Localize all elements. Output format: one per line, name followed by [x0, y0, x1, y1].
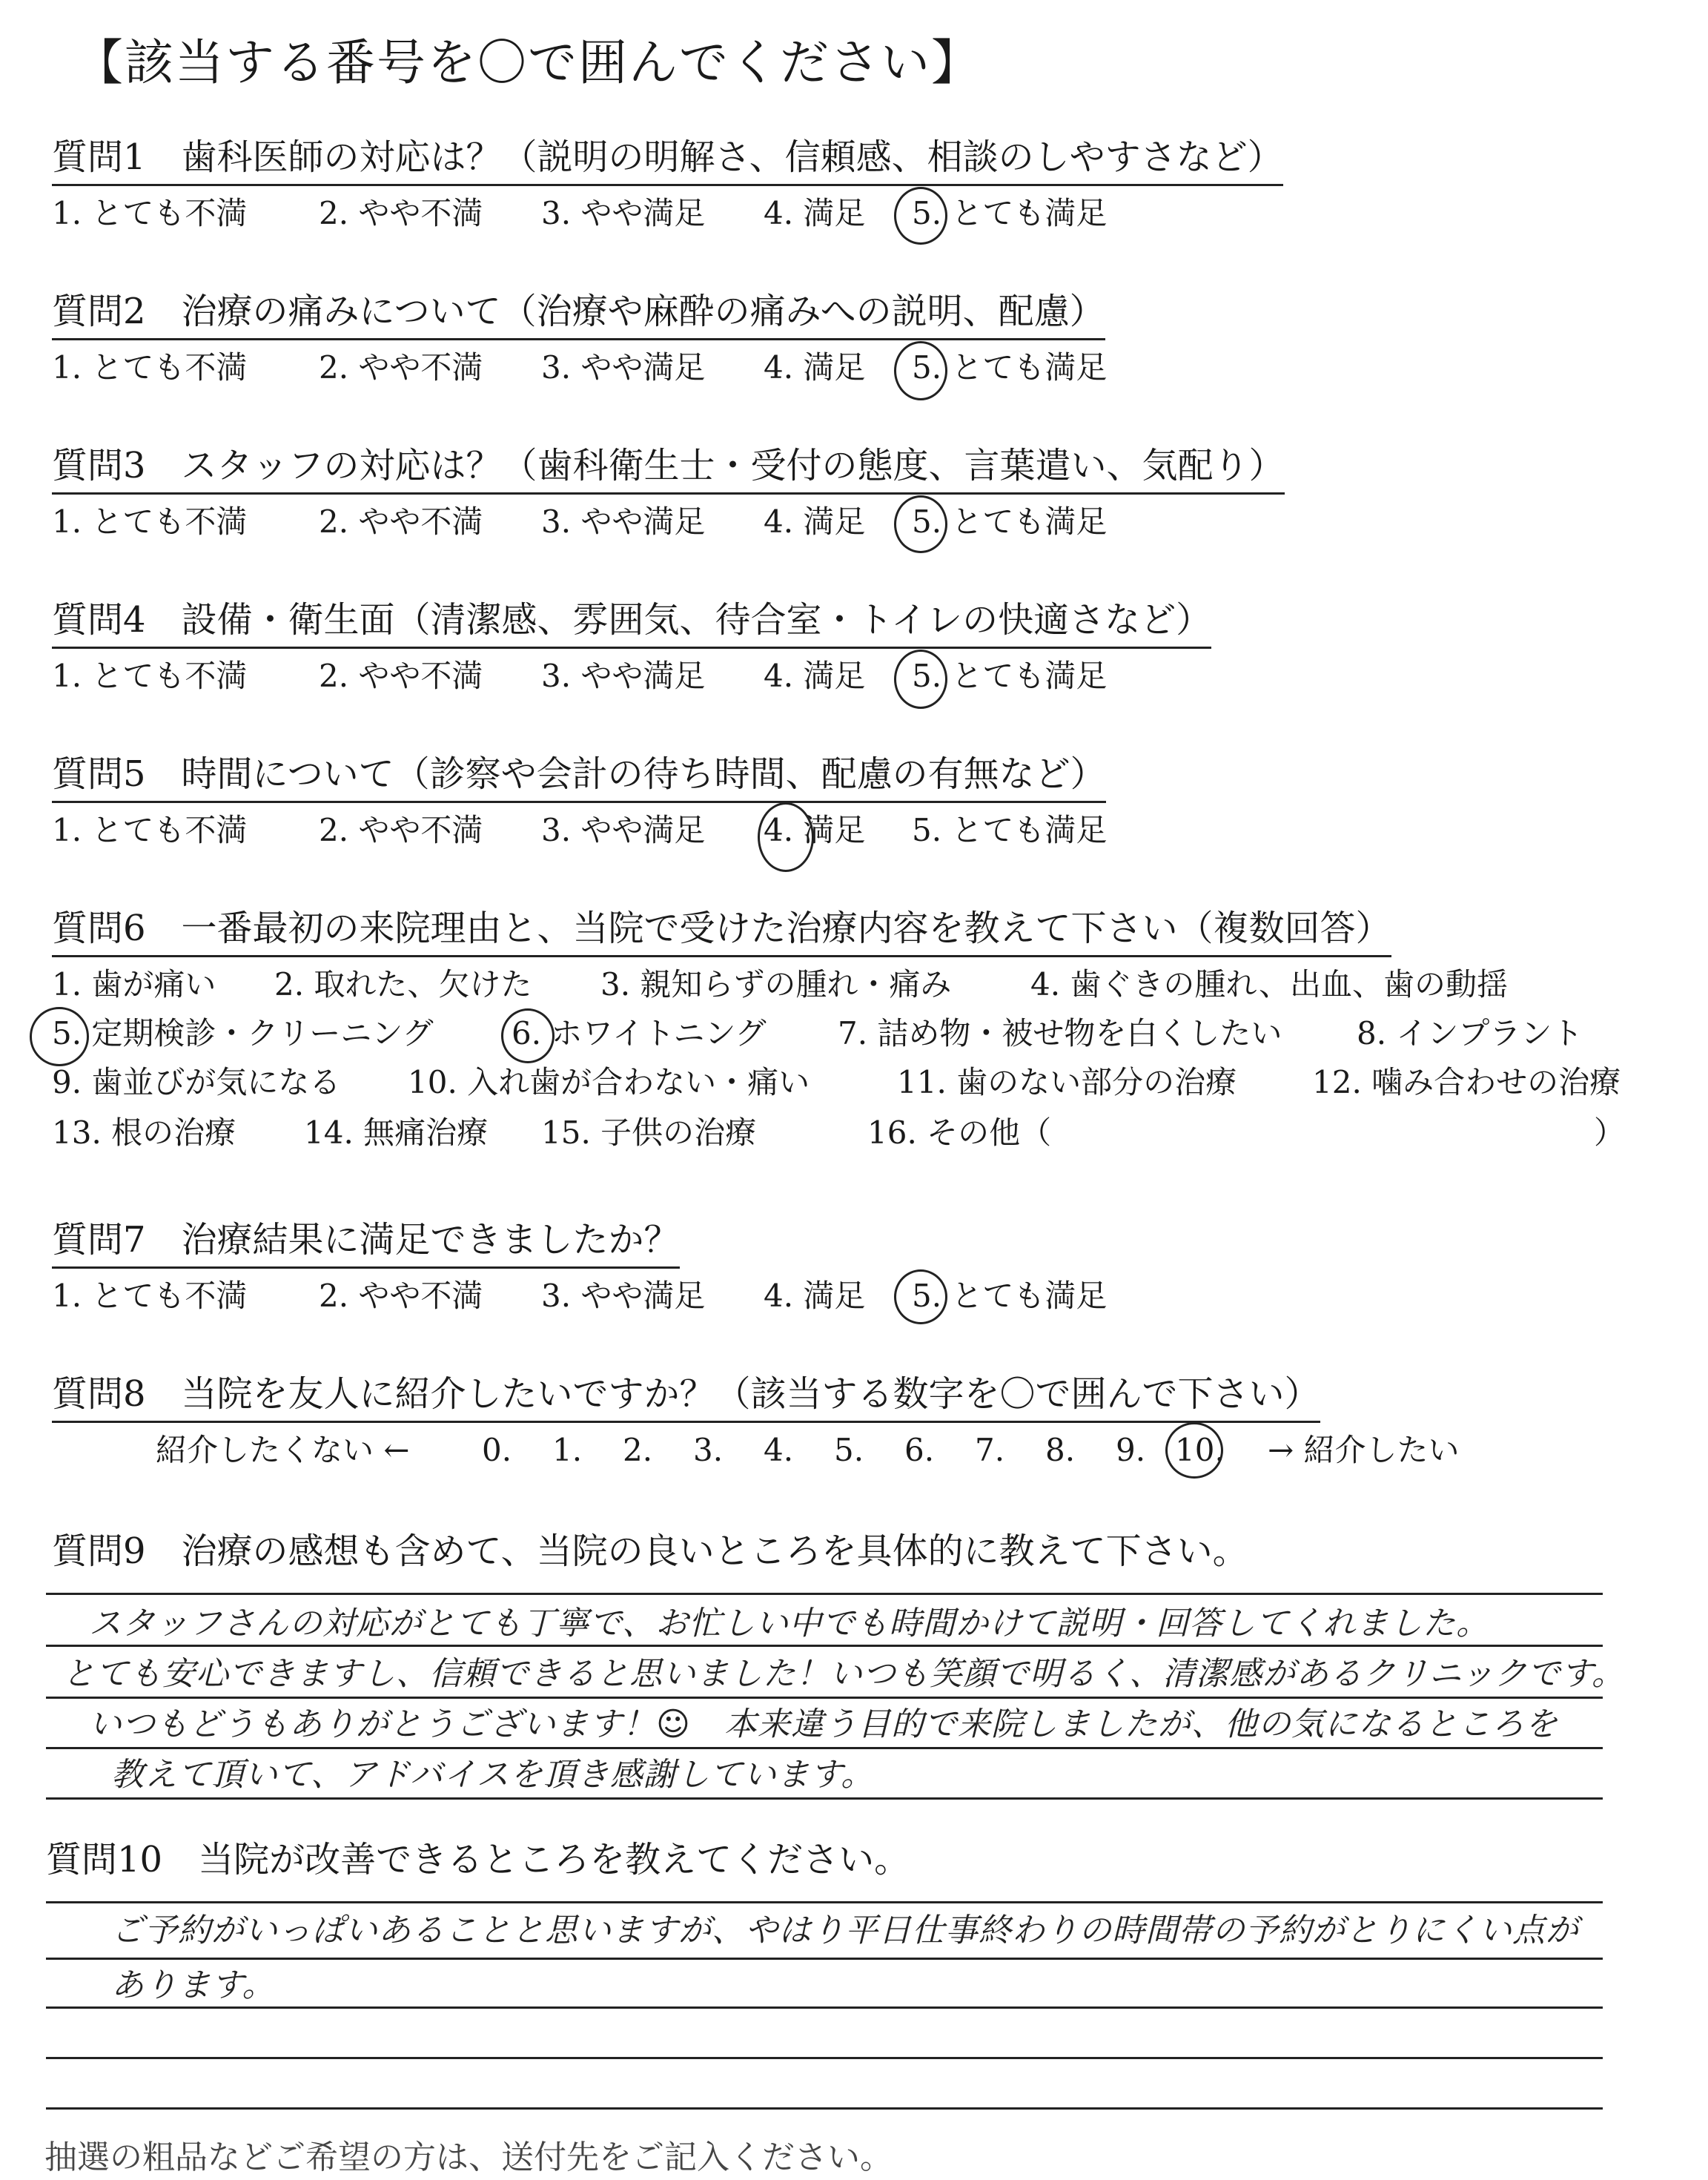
q8-scale-2[interactable]: 2.	[623, 1432, 653, 1468]
q10-heading: 質問10 当院が改善できるところを教えてください。	[46, 1839, 910, 1880]
q3-option-4[interactable]: 4. 満足	[764, 503, 866, 540]
q6-option-13[interactable]: 13. 根の治療	[52, 1114, 236, 1151]
q9-answer-line-3[interactable]: いつもどうもありがとうございます！☺ 本来違う目的で来院しましたが、他の気になるところを	[89, 1705, 1558, 1743]
q1-option-2[interactable]: 2. やや不満	[319, 195, 483, 231]
q6-option-12[interactable]: 12. 噛み合わせの治療	[1312, 1064, 1621, 1100]
q3-option-5[interactable]: 5. とても満足	[912, 503, 1108, 540]
footer-note: 抽選の粗品などご希望の方は、送付先をご記入ください。	[44, 2138, 893, 2176]
q5-option-4[interactable]: 4. 満足	[764, 812, 866, 848]
q3-option-1[interactable]: 1. とても不満	[52, 503, 248, 540]
q7-option-5[interactable]: 5. とても満足	[912, 1278, 1108, 1314]
q1-option-1[interactable]: 1. とても不満	[52, 195, 248, 231]
q5-answer-circle	[758, 802, 814, 872]
q5-option-5[interactable]: 5. とても満足	[912, 812, 1108, 848]
q1-option-4[interactable]: 4. 満足	[764, 195, 866, 231]
q9-rule-3	[46, 1697, 1603, 1699]
q2-option-3[interactable]: 3. やや満足	[541, 349, 706, 386]
q6-answer-circle-6	[501, 1008, 555, 1063]
q6-option-7[interactable]: 7. 詰め物・被せ物を白くしたい	[838, 1015, 1282, 1051]
q2-option-4[interactable]: 4. 満足	[764, 349, 866, 386]
q10-answer-line-1[interactable]: ご予約がいっぱいあることと思いますが、やはり平日仕事終わりの時間帯の予約がとりにくい点が	[111, 1912, 1579, 1949]
q7-answer-circle	[894, 1269, 947, 1324]
q9-heading: 質問9 治療の感想も含めて、当院の良いところを具体的に教えて下さい。	[52, 1530, 1248, 1572]
q10-rule-5	[46, 2107, 1603, 2110]
q3-answer-circle	[894, 495, 947, 553]
q9-answer-line-1[interactable]: スタッフさんの対応がとても丁寧で、お忙しい中でも時間かけて説明・回答してくれました。	[89, 1605, 1490, 1642]
q8-scale-1[interactable]: 1.	[552, 1432, 583, 1468]
q4-answer-circle	[894, 650, 947, 709]
q8-scale-4[interactable]: 4.	[764, 1432, 794, 1468]
q4-option-4[interactable]: 4. 満足	[764, 658, 866, 694]
q7-option-1[interactable]: 1. とても不満	[52, 1278, 248, 1314]
q6-option-14[interactable]: 14. 無痛治療	[304, 1114, 489, 1151]
q1-option-3[interactable]: 3. やや満足	[541, 195, 706, 231]
q10-answer-line-2[interactable]: あります。	[111, 1966, 276, 2004]
q4-option-3[interactable]: 3. やや満足	[541, 658, 706, 694]
q6-option-1[interactable]: 1. 歯が痛い	[52, 966, 216, 1003]
q9-rule-4	[46, 1747, 1603, 1749]
q8-right-label: → 紹介したい	[1268, 1432, 1460, 1468]
q9-rule-2	[46, 1645, 1603, 1647]
q5-option-1[interactable]: 1. とても不満	[52, 812, 248, 848]
q6-option-6[interactable]: 6. ホワイトニング	[512, 1015, 767, 1051]
q8-heading: 質問8 当院を友人に紹介したいですか？（該当する数字を〇で囲んで下さい）	[52, 1370, 1320, 1423]
q8-scale-6[interactable]: 6.	[904, 1432, 935, 1468]
q9-answer-line-2[interactable]: とても安心できますし、信頼できると思いました！いつも笑顔で明るく、清潔感があるクリニックです。	[62, 1655, 1625, 1693]
q1-option-5[interactable]: 5. とても満足	[912, 195, 1108, 231]
q10-rule-1	[46, 1901, 1603, 1903]
q2-option-1[interactable]: 1. とても不満	[52, 349, 248, 386]
q4-option-1[interactable]: 1. とても不満	[52, 658, 248, 694]
q5-option-3[interactable]: 3. やや満足	[541, 812, 706, 848]
q5-heading: 質問5 時間について（診察や会計の待ち時間、配慮の有無など）	[52, 750, 1106, 803]
q1-heading: 質問1 歯科医師の対応は？（説明の明解さ、信頼感、相談のしやすさなど）	[52, 133, 1283, 186]
page-title: 【該当する番号を〇で囲んでください】	[74, 34, 982, 91]
q2-heading: 質問2 治療の痛みについて（治療や麻酔の痛みへの説明、配慮）	[52, 288, 1105, 340]
q6-option-11[interactable]: 11. 歯のない部分の治療	[897, 1064, 1237, 1100]
q10-rule-2	[46, 1958, 1603, 1960]
q2-option-2[interactable]: 2. やや不満	[319, 349, 483, 386]
q5-option-2[interactable]: 2. やや不満	[319, 812, 483, 848]
q6-option-15[interactable]: 15. 子供の治療	[541, 1114, 757, 1151]
q8-scale-8[interactable]: 8.	[1045, 1432, 1076, 1468]
q4-option-2[interactable]: 2. やや不満	[319, 658, 483, 694]
q6-heading: 質問6 一番最初の来院理由と、当院で受けた治療内容を教えて下さい（複数回答）	[52, 905, 1391, 957]
q2-answer-circle	[894, 341, 947, 400]
q1-answer-circle	[894, 187, 947, 245]
q6-option-5[interactable]: 5. 定期検診・クリーニング	[52, 1015, 434, 1051]
q6-answer-circle-5	[30, 1007, 89, 1066]
q6-option-16-close: ）	[1594, 1114, 1626, 1151]
q7-heading: 質問7 治療結果に満足できましたか？	[52, 1216, 680, 1269]
q9-rule-5	[46, 1797, 1603, 1800]
q6-option-4[interactable]: 4. 歯ぐきの腫れ、出血、歯の動揺	[1030, 966, 1508, 1003]
q6-option-8[interactable]: 8. インプラント	[1357, 1015, 1583, 1051]
q2-option-5[interactable]: 5. とても満足	[912, 349, 1108, 386]
q6-option-10[interactable]: 10. 入れ歯が合わない・痛い	[408, 1064, 810, 1100]
q7-option-4[interactable]: 4. 満足	[764, 1278, 866, 1314]
q3-heading: 質問3 スタッフの対応は？（歯科衛生士・受付の態度、言葉遣い、気配り）	[52, 442, 1285, 495]
q7-option-3[interactable]: 3. やや満足	[541, 1278, 706, 1314]
q8-scale-5[interactable]: 5.	[834, 1432, 864, 1468]
q4-heading: 質問4 設備・衛生面（清潔感、雰囲気、待合室・トイレの快適さなど）	[52, 596, 1211, 649]
q8-scale-0[interactable]: 0.	[482, 1432, 512, 1468]
q8-scale-10[interactable]: 10.	[1175, 1432, 1225, 1468]
q8-left-label: 紹介したくない ←	[156, 1432, 410, 1468]
q8-answer-circle	[1165, 1422, 1223, 1479]
q6-option-2[interactable]: 2. 取れた、欠けた	[274, 966, 532, 1003]
q10-rule-4	[46, 2057, 1603, 2059]
q8-scale-7[interactable]: 7.	[975, 1432, 1005, 1468]
q6-option-9[interactable]: 9. 歯並びが気になる	[52, 1064, 341, 1100]
q8-scale-9[interactable]: 9.	[1116, 1432, 1146, 1468]
q8-scale-3[interactable]: 3.	[693, 1432, 724, 1468]
q6-option-16[interactable]: 16. その他（	[867, 1114, 1052, 1151]
q7-option-2[interactable]: 2. やや不満	[319, 1278, 483, 1314]
q9-rule-1	[46, 1593, 1603, 1595]
q10-rule-3	[46, 2006, 1603, 2009]
q3-option-2[interactable]: 2. やや不満	[319, 503, 483, 540]
q4-option-5[interactable]: 5. とても満足	[912, 658, 1108, 694]
q3-option-3[interactable]: 3. やや満足	[541, 503, 706, 540]
q9-answer-line-4[interactable]: 教えて頂いて、アドバイスを頂き感謝しています。	[111, 1756, 875, 1794]
q6-option-3[interactable]: 3. 親知らずの腫れ・痛み	[600, 966, 952, 1003]
